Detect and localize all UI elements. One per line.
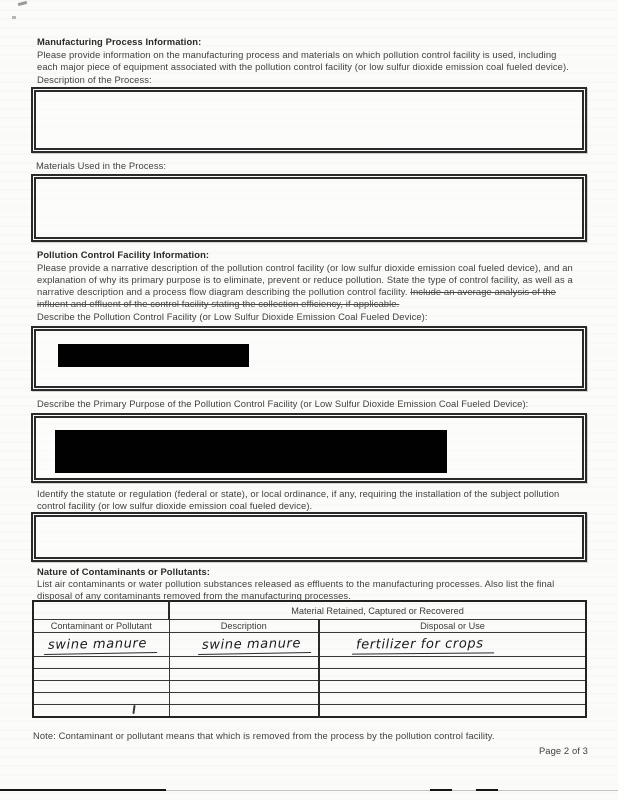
table-row [33, 669, 586, 681]
column-header-description: Description [169, 620, 319, 633]
table-group-header: Material Retained, Captured or Recovered [169, 601, 586, 620]
handwritten-description: swine manure [197, 636, 310, 655]
pcf-intro-line4-struck: influent and effluent of the control facility stating the collection efficiency, if applicable. [37, 298, 400, 309]
primary-purpose-label: Describe the Primary Purpose of the Pollution Control Facility (or Low Sulfur Dioxide Emission Coal Fueled Device): [37, 398, 529, 409]
scan-edge-segment [430, 789, 452, 791]
redaction-bar [58, 344, 249, 367]
table-blank-cell [33, 601, 169, 620]
pollution-control-heading: Pollution Control Facility Information: [37, 249, 210, 260]
scan-edge-segment [476, 789, 498, 791]
materials-used-label: Materials Used in the Process: [36, 160, 167, 171]
manufacturing-intro-line1: Please provide information on the manufacturing process and materials on which pollution control facility is used, including [37, 49, 557, 60]
scan-artifact [18, 1, 27, 6]
statute-label-line2: control facility (or low sulfur dioxide emission coal fueled device). [37, 500, 313, 511]
description-of-process-field [31, 87, 587, 153]
pcf-intro-line2: explanation of why its primary purpose is to eliminate, prevent or reduce pollution. State the type of control facility, as well as a [37, 274, 573, 285]
pcf-intro-line3-normal: narrative description and a process flow diagram describing the pollution control facility. [37, 286, 411, 297]
statute-label-line1: Identify the statute or regulation (federal or state), or local ordinance, if any, requiring the installation of the subject pollution [37, 488, 560, 499]
scan-artifact [12, 16, 16, 19]
statute-field [31, 512, 587, 562]
footer-note: Note: Contaminant or pollutant means that which is removed from the process by the pollution control facility. [33, 730, 495, 741]
scan-edge-segment [0, 789, 166, 791]
redaction-bar [55, 430, 447, 473]
describe-facility-field [31, 326, 587, 391]
handwritten-disposal: fertilizer for crops [352, 636, 494, 654]
table-group-header-row [33, 601, 586, 620]
contaminants-intro-line1: List air contaminants or water pollution substances released as effluents to the manufacturing processes. Also list the final [37, 578, 555, 589]
table-column-header-row [33, 620, 586, 633]
table-row [33, 693, 586, 705]
contaminants-heading: Nature of Contaminants or Pollutants: [37, 566, 210, 577]
handwritten-contaminant: swine manure [44, 636, 157, 655]
pcf-intro-line3 [37, 286, 556, 298]
table-row [33, 681, 586, 693]
primary-purpose-field [31, 413, 587, 483]
manufacturing-intro-line2: each major piece of equipment associated with the pollution control facility (or low sulfur dioxide emission coal fueled device). [37, 61, 569, 72]
description-of-process-label: Description of the Process: [37, 74, 152, 85]
contaminants-table [32, 600, 587, 718]
page-number: Page 2 of 3 [538, 745, 588, 756]
column-header-disposal: Disposal or Use [319, 620, 586, 633]
materials-used-field [31, 174, 587, 242]
table-row [33, 705, 586, 718]
column-header-contaminant: Contaminant or Pollutant [33, 620, 169, 633]
contaminants-intro-line2: disposal of any contaminants removed from the manufacturing processes. [37, 590, 351, 601]
manufacturing-heading: Manufacturing Process Information: [37, 36, 202, 47]
describe-facility-label: Describe the Pollution Control Facility (or Low Sulfur Dioxide Emission Coal Fueled Device): [37, 311, 428, 322]
pcf-intro-line3-struck: Include an average analysis of the [410, 286, 556, 297]
pcf-intro-line1: Please provide a narrative description of the pollution control facility (or low sulfur dioxide emission coal fueled device), and an [37, 262, 573, 273]
table-row [33, 633, 586, 657]
table-row [33, 657, 586, 669]
